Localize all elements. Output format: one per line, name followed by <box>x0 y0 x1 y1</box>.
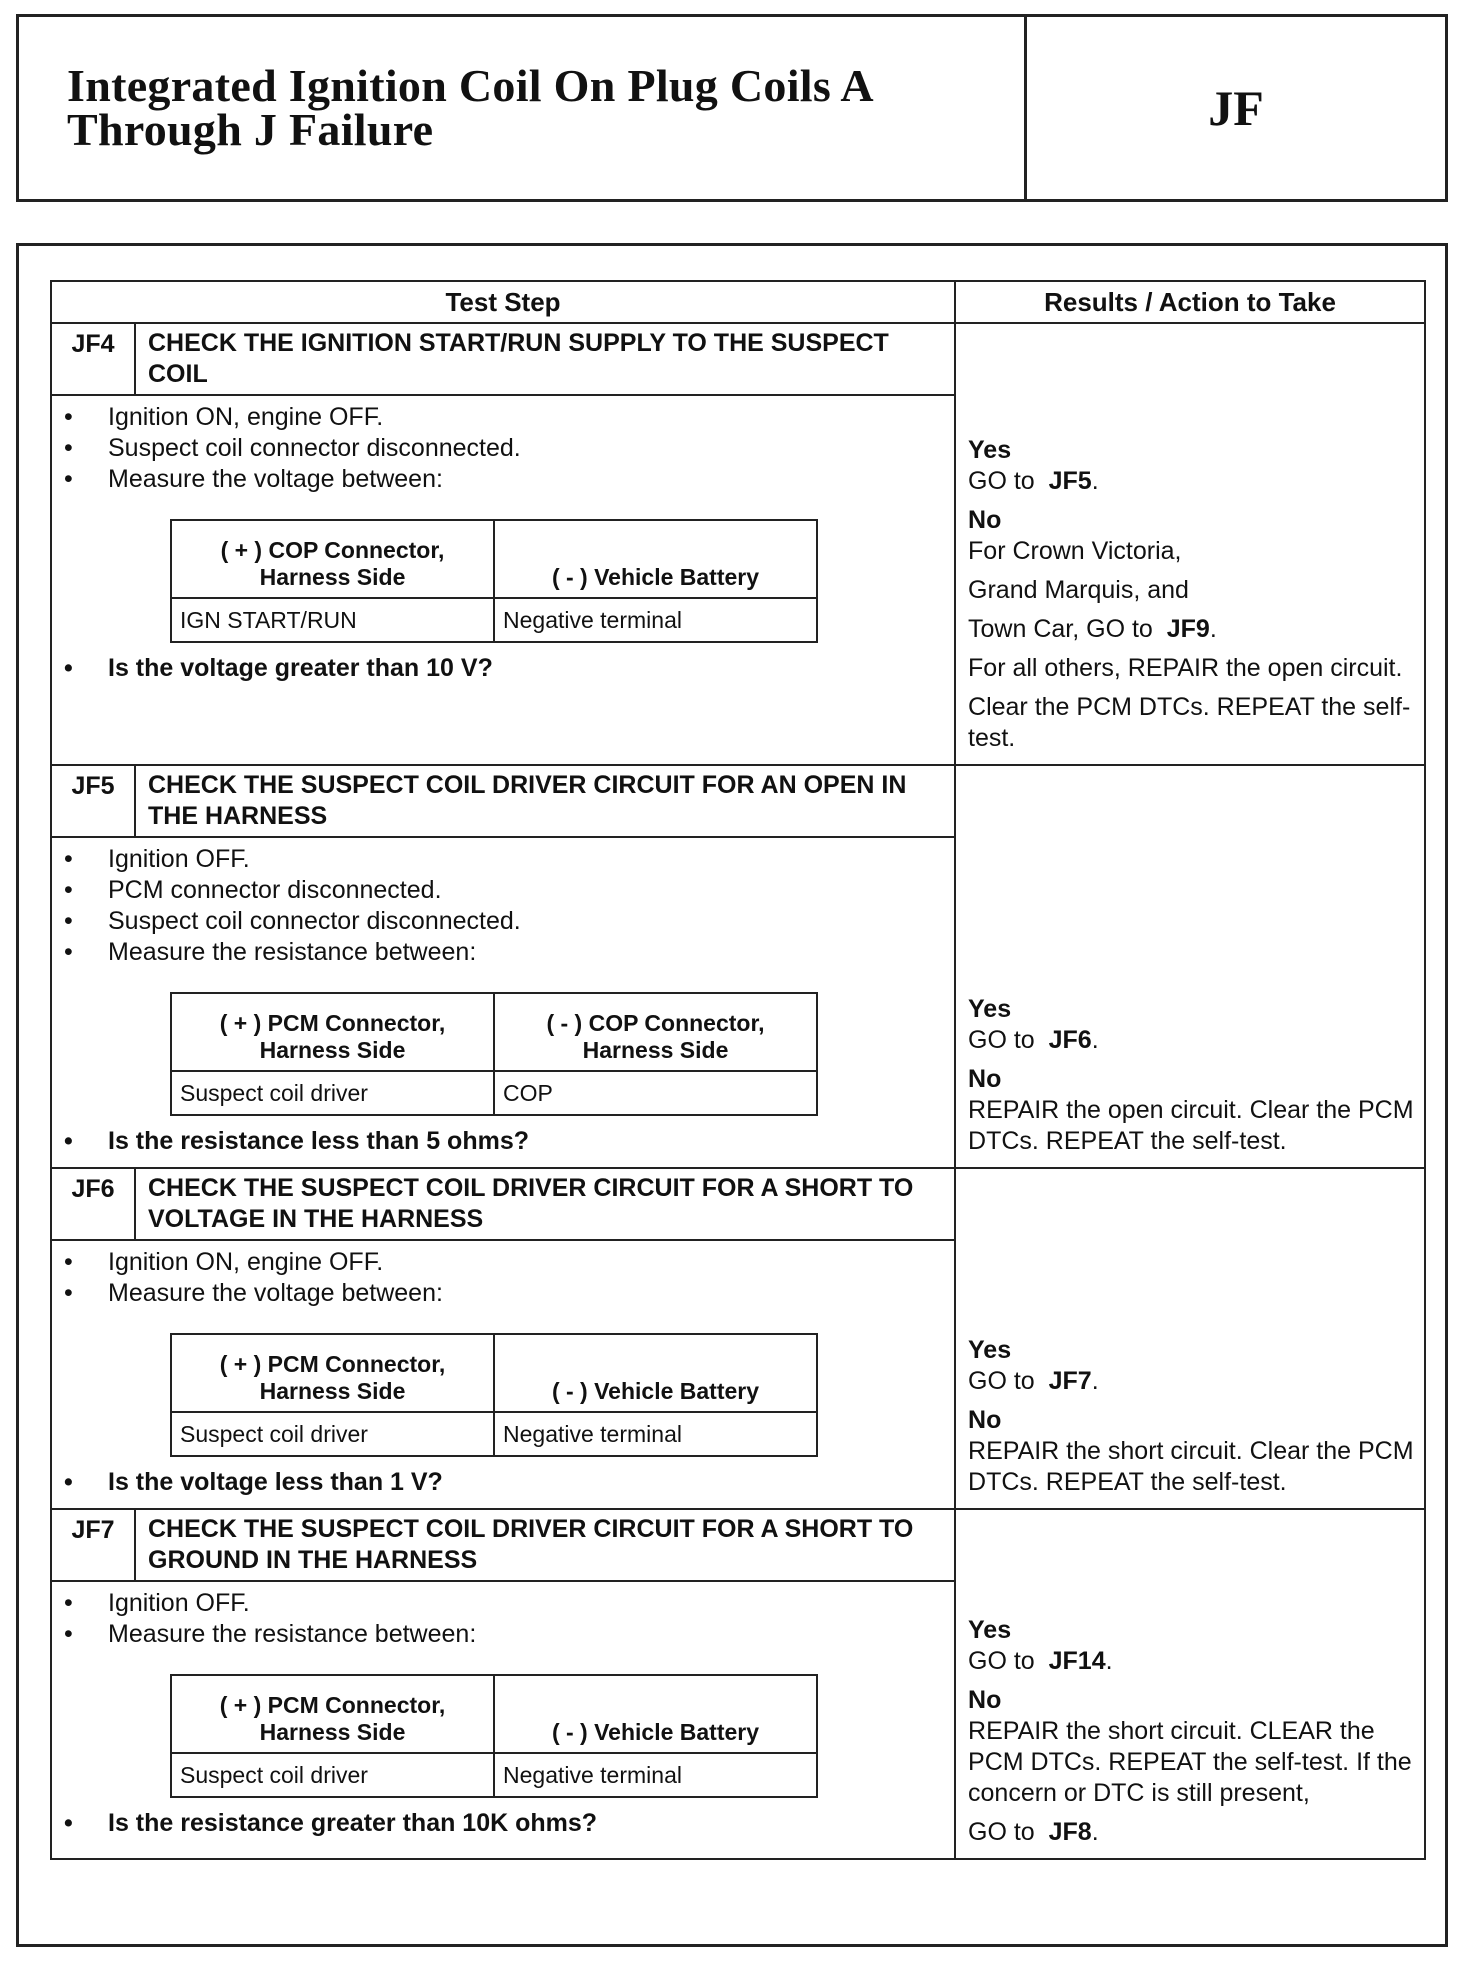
step-question: • Is the voltage greater than 10 V? <box>64 653 944 684</box>
no-action: REPAIR the short circuit. CLEAR the PCM DTCs. REPEAT the self-test. If the concern or DTC is still present, <box>968 1717 1412 1807</box>
step-title: CHECK THE SUSPECT COIL DRIVER CIRCUIT FOR A SHORT TO VOLTAGE IN THE HARNESS <box>135 1168 955 1240</box>
yes-label: Yes <box>968 1616 1012 1644</box>
step-ref-link: JF8 <box>1048 1818 1092 1846</box>
no-action: REPAIR the short circuit. Clear the PCM DTCs. REPEAT the self-test. <box>968 1437 1414 1496</box>
measurement-table <box>170 519 818 643</box>
step-jf7 <box>51 1509 1425 1859</box>
meas-header-plus: ( + ) PCM Connector, Harness Side <box>171 1334 494 1412</box>
step-bullet: • Suspect coil connector disconnected. <box>64 906 944 937</box>
no-line: Grand Marquis, and <box>968 576 1189 604</box>
step-question: • Is the voltage less than 1 V? <box>64 1467 944 1498</box>
page-title-line2: Through J Failure <box>67 104 434 155</box>
step-bullet: • Measure the resistance between: <box>64 1619 944 1650</box>
step-title: CHECK THE IGNITION START/RUN SUPPLY TO THE SUSPECT COIL <box>135 323 955 395</box>
pinpoint-test-code: JF <box>1208 80 1264 136</box>
yes-label: Yes <box>968 436 1012 464</box>
meas-header-minus: ( - ) Vehicle Battery <box>494 1334 817 1412</box>
col-header-test-step: Test Step <box>51 281 955 323</box>
step-ref-link: JF7 <box>1048 1367 1092 1395</box>
meas-header-minus: ( - ) Vehicle Battery <box>494 520 817 598</box>
no-label: No <box>968 506 1002 534</box>
step-bullet: • Suspect coil connector disconnected. <box>64 433 944 464</box>
meas-value-plus: Suspect coil driver <box>171 1071 494 1115</box>
step-ref-link: JF6 <box>1048 1026 1092 1054</box>
step-title: CHECK THE SUSPECT COIL DRIVER CIRCUIT FOR A SHORT TO GROUND IN THE HARNESS <box>135 1509 955 1581</box>
meas-header-plus: ( + ) PCM Connector, Harness Side <box>171 1675 494 1753</box>
meas-header-plus: ( + ) PCM Connector, Harness Side <box>171 993 494 1071</box>
no-line: For Crown Victoria, <box>968 537 1182 565</box>
step-bullet: • Measure the voltage between: <box>64 1278 944 1309</box>
no-line: For all others, REPAIR the open circuit. <box>968 654 1403 682</box>
page-title <box>67 60 874 155</box>
yes-action: GO to JF7. <box>968 1367 1099 1395</box>
step-jf5 <box>51 765 1425 1168</box>
meas-value-plus: Suspect coil driver <box>171 1412 494 1456</box>
step-question: • Is the resistance less than 5 ohms? <box>64 1126 944 1157</box>
no-label: No <box>968 1686 1002 1714</box>
step-bullet: • Ignition OFF. <box>64 844 944 875</box>
step-code: JF6 <box>51 1168 135 1240</box>
step-title: CHECK THE SUSPECT COIL DRIVER CIRCUIT FOR AN OPEN IN THE HARNESS <box>135 765 955 837</box>
step-bullet: • Measure the voltage between: <box>64 464 944 495</box>
yes-action: GO to JF5. <box>968 467 1099 495</box>
meas-header-minus: ( - ) COP Connector, Harness Side <box>494 993 817 1071</box>
meas-value-minus: Negative terminal <box>494 1412 817 1456</box>
step-code: JF5 <box>51 765 135 837</box>
step-bullet: • Measure the resistance between: <box>64 937 944 968</box>
step-question: • Is the resistance greater than 10K ohms? <box>64 1808 944 1839</box>
yes-action: GO to JF6. <box>968 1026 1099 1054</box>
meas-header-plus: ( + ) COP Connector, Harness Side <box>171 520 494 598</box>
step-bullets <box>64 1247 944 1309</box>
meas-value-plus: IGN START/RUN <box>171 598 494 642</box>
no-label: No <box>968 1406 1002 1434</box>
step-bullets <box>64 844 944 968</box>
step-result <box>955 1509 1425 1859</box>
step-code: JF4 <box>51 323 135 395</box>
step-body <box>51 1581 955 1859</box>
measurement-table <box>170 992 818 1116</box>
step-body <box>51 395 955 765</box>
page-title-line1: Integrated Ignition Coil On Plug Coils A <box>67 60 874 111</box>
meas-value-minus: COP <box>494 1071 817 1115</box>
step-result <box>955 323 1425 765</box>
meas-value-plus: Suspect coil driver <box>171 1753 494 1797</box>
step-result <box>955 765 1425 1168</box>
header-title-cell <box>19 17 1027 199</box>
measurement-table <box>170 1674 818 1798</box>
step-ref-link: JF5 <box>1048 467 1092 495</box>
test-step-table <box>50 280 1426 1860</box>
col-header-results: Results / Action to Take <box>955 281 1425 323</box>
step-ref-link: JF14 <box>1048 1647 1106 1675</box>
step-bullets <box>64 402 944 495</box>
yes-label: Yes <box>968 995 1012 1023</box>
step-code: JF7 <box>51 1509 135 1581</box>
step-bullets <box>64 1588 944 1650</box>
no-goto: Town Car, GO to JF9. <box>968 615 1217 643</box>
table-header-row <box>51 281 1425 323</box>
no-goto: GO to JF8. <box>968 1818 1099 1846</box>
no-label: No <box>968 1065 1002 1093</box>
step-result <box>955 1168 1425 1509</box>
step-body <box>51 837 955 1168</box>
step-jf6 <box>51 1168 1425 1509</box>
meas-value-minus: Negative terminal <box>494 1753 817 1797</box>
step-bullet: • PCM connector disconnected. <box>64 875 944 906</box>
header-code-cell <box>1027 17 1445 199</box>
measurement-table <box>170 1333 818 1457</box>
meas-header-minus: ( - ) Vehicle Battery <box>494 1675 817 1753</box>
yes-action: GO to JF14. <box>968 1647 1113 1675</box>
meas-value-minus: Negative terminal <box>494 598 817 642</box>
header-box <box>16 14 1448 202</box>
no-action: REPAIR the open circuit. Clear the PCM DTCs. REPEAT the self-test. <box>968 1096 1414 1155</box>
step-ref-link: JF9 <box>1166 615 1210 643</box>
step-body <box>51 1240 955 1509</box>
step-jf4 <box>51 323 1425 765</box>
yes-label: Yes <box>968 1336 1012 1364</box>
step-bullet: • Ignition OFF. <box>64 1588 944 1619</box>
step-bullet: • Ignition ON, engine OFF. <box>64 402 944 433</box>
step-bullet: • Ignition ON, engine OFF. <box>64 1247 944 1278</box>
no-line: Clear the PCM DTCs. REPEAT the self-test. <box>968 693 1411 752</box>
